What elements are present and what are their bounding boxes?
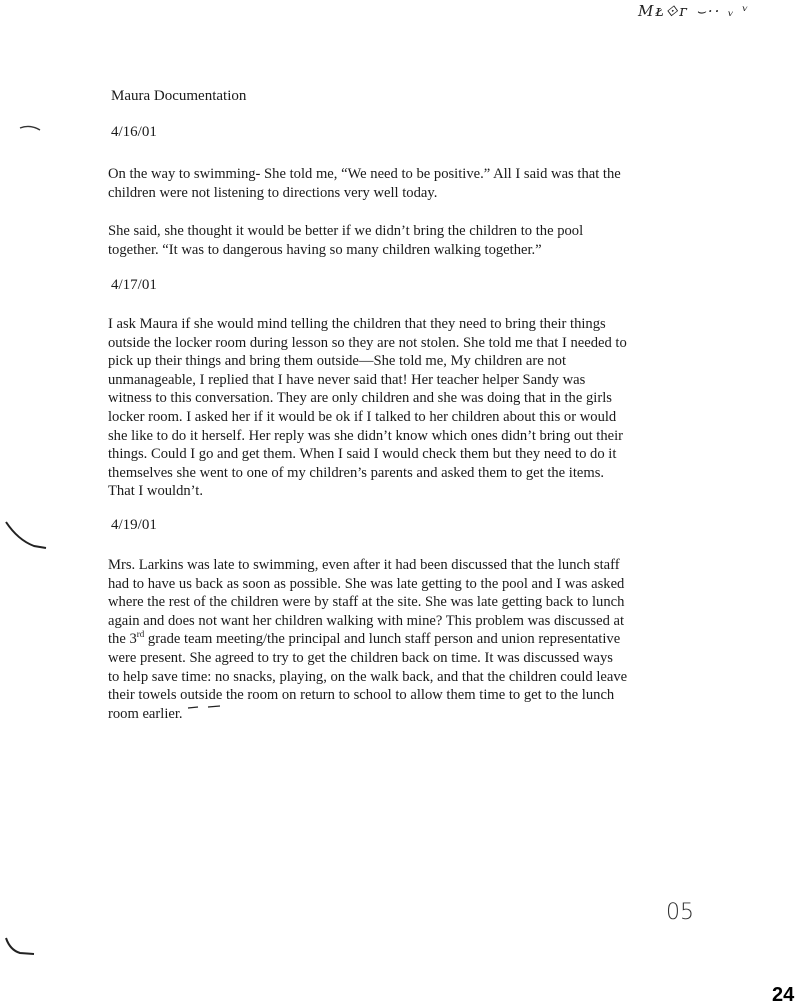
entry-3-paragraph-1	[108, 556, 704, 723]
scan-mark	[4, 518, 48, 554]
document-title: Maura Documentation	[111, 88, 247, 104]
handwritten-header: Mᴌ⟐ᴦ ⌣·· ᵥ ᵛ	[638, 2, 751, 20]
entry-3-text-before: Mrs. Larkins was late to swimming, even after it had been discussed that the lunch staff had to have us back as soon as possible. She was late getting to the pool and I was asked where the rest of the children were by staff at the site. She was late getting back to lunch again and does not want her children walking with mine? This problem was discussed at the 3	[108, 557, 625, 648]
ordinal-superscript: rd	[136, 629, 145, 640]
scan-mark	[4, 936, 36, 958]
scan-mark	[18, 120, 42, 136]
entry-1-paragraph-1: On the way to swimming- She told me, “We need to be positive.” All I said was that the children were not listening to directions very well today.	[108, 166, 621, 201]
entry-1-paragraph-2: She said, she thought it would be better if we didn’t bring the children to the pool together. “It was to dangerous having so many children walking together.”	[108, 223, 584, 258]
entry-3-text-after: grade team meeting/the principal and lunch staff person and union representative were present. She agreed to try to get the children back on time. It was discussed ways to help save time: no snacks, playing, on the walk back, and that the children could leave their towels outside the room on return to school to allow them time to get to the lunch room earlier.	[108, 631, 628, 722]
scan-mark	[186, 704, 222, 718]
page-number: 05	[666, 900, 694, 925]
entry-date-2: 4/17/01	[111, 277, 157, 293]
bates-number: 24	[772, 984, 795, 1006]
entry-2-paragraph-1: I ask Maura if she would mind telling the children that they need to bring their things outside the locker room during lesson so they are not stolen. She told me that I needed to pick up their things and bring them outside—She told me, My children are not unmanageable, I replied that I have never said that! Her teacher helper Sandy was witness to this conversation. They are only children and she was doing that in the girls locker room. I asked her if it would be ok if I talked to her children about this or would she like to do it herself. Her reply was she didn’t know which ones didn’t bring out their things. Could I go and get them. When I said I would check them but they need to do it themselves she went to one of my children’s parents and asked them to get the items. That I wouldn’t.	[108, 316, 627, 500]
entry-date-1: 4/16/01	[111, 124, 157, 140]
entry-date-3: 4/19/01	[111, 517, 157, 533]
